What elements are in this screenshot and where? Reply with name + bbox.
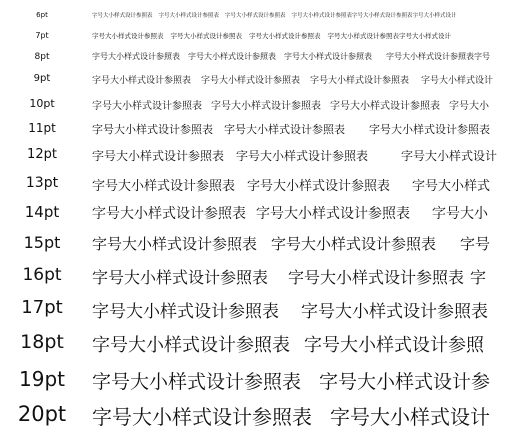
size-row-10pt bbox=[0, 94, 528, 114]
size-label: 19pt bbox=[19, 367, 65, 391]
sample-segment: 字号大小样式设计参照表 bbox=[92, 179, 236, 194]
sample-segment: 字号大小样式设计参照表 bbox=[92, 235, 258, 253]
sample-segment: 字号大小样式设计参照表 bbox=[92, 335, 290, 356]
sample-segment: 字号大小样式设计参照 bbox=[304, 335, 484, 356]
size-label: 9pt bbox=[33, 73, 51, 84]
size-label: 14pt bbox=[24, 203, 60, 221]
sample-segment: 字号大小样式设计 bbox=[401, 149, 498, 163]
size-label: 11pt bbox=[28, 121, 56, 135]
size-label: 12pt bbox=[27, 147, 57, 162]
sample-segment: 字号大小样式设计参照表 bbox=[92, 123, 213, 136]
size-label: 13pt bbox=[25, 175, 59, 191]
size-row-17pt bbox=[0, 294, 528, 326]
sample-text bbox=[92, 147, 528, 164]
sample-segment: 字号大小样式设计参照表 bbox=[92, 149, 225, 163]
sample-text bbox=[92, 73, 528, 86]
sample-segment: 字号大小样式设计参照表 bbox=[92, 76, 192, 86]
sample-segment: 字号 bbox=[460, 235, 491, 253]
size-row-18pt bbox=[0, 328, 528, 362]
sample-segment: 字号大小样式设计参照表 bbox=[92, 302, 279, 322]
sample-segment: 字号大小样式设计参照表 bbox=[224, 123, 345, 136]
size-row-15pt bbox=[0, 230, 528, 260]
sample-segment: 字号大小样式设计参照表 bbox=[225, 13, 286, 19]
sample-text bbox=[92, 203, 528, 223]
sample-segment: 字号大小样式设计参照表字号大小样式设计参照表字号大小样式设计 bbox=[291, 13, 457, 19]
sample-text bbox=[92, 265, 528, 288]
sample-segment: 字号大小样式设计参照表 bbox=[170, 32, 242, 40]
sample-text bbox=[92, 51, 528, 62]
sample-text bbox=[92, 121, 528, 137]
sample-segment: 字号大小样式设计参照表 bbox=[271, 235, 437, 253]
sample-segment: 字号大小样式设计参照表 bbox=[92, 32, 164, 40]
size-row-6pt bbox=[0, 8, 528, 22]
sample-text bbox=[92, 97, 528, 112]
sample-segment: 字号大小样式设计参照表 bbox=[92, 52, 180, 61]
sample-segment: 字号大小样式设计参照表 bbox=[369, 123, 490, 136]
sample-segment: 字号大小样式设计参照表 bbox=[92, 13, 153, 19]
sample-segment: 字号大小样式设计参照表 bbox=[158, 13, 220, 19]
sample-segment: 字号大小样式设计参照表 bbox=[92, 268, 269, 287]
size-label: 18pt bbox=[20, 331, 64, 353]
sample-segment: 字号大小样式设计参照表字号大小样式设计 bbox=[327, 32, 451, 40]
sample-segment: 字号大小样式设计参照表 bbox=[301, 302, 488, 322]
sample-segment: 字号大小样式设计参照表 bbox=[92, 371, 302, 393]
size-row-11pt bbox=[0, 118, 528, 140]
sample-segment: 字 bbox=[470, 268, 487, 287]
sample-segment: 字号大小样式 bbox=[412, 179, 491, 194]
sample-segment: 字号大小样式设计参照表 bbox=[256, 206, 410, 222]
size-row-19pt bbox=[0, 364, 528, 398]
sample-text bbox=[92, 233, 528, 254]
size-row-16pt bbox=[0, 262, 528, 292]
size-row-13pt bbox=[0, 172, 528, 198]
sample-segment: 字号大小样式设计参照表 bbox=[92, 405, 312, 429]
sample-segment: 字号大小 bbox=[449, 101, 489, 112]
sample-segment: 字号大小样式设计参照表 bbox=[288, 268, 465, 287]
sample-text bbox=[92, 297, 528, 322]
size-label: 15pt bbox=[23, 233, 61, 252]
sample-segment: 字号大小样式设计参照表 bbox=[284, 52, 372, 61]
size-label: 10pt bbox=[29, 97, 55, 110]
sample-segment: 字号大小样式设计参照表 bbox=[92, 206, 246, 222]
sample-segment: 字号大小样式设计参照表 bbox=[188, 52, 276, 61]
size-row-7pt bbox=[0, 28, 528, 44]
sample-segment: 字号大小样式设计参照表 bbox=[211, 101, 321, 112]
sample-text bbox=[92, 367, 528, 394]
size-label: 20pt bbox=[17, 402, 67, 426]
size-row-9pt bbox=[0, 70, 528, 90]
sample-segment: 字号大小样式设计参照表 bbox=[247, 179, 391, 194]
size-row-20pt bbox=[0, 398, 528, 436]
size-label: 6pt bbox=[36, 11, 48, 19]
sample-segment: 字号大小 bbox=[432, 206, 488, 222]
size-label: 8pt bbox=[34, 52, 50, 62]
sample-segment: 字号大小样式设计参照表 bbox=[330, 101, 440, 112]
sample-text bbox=[92, 175, 528, 194]
size-label: 16pt bbox=[22, 265, 62, 285]
size-label: 7pt bbox=[35, 31, 49, 40]
sample-segment: 字号大小样式设计 bbox=[330, 405, 490, 429]
sample-segment: 字号大小样式设计参照表 bbox=[310, 76, 410, 86]
sample-segment: 字号大小样式设计 bbox=[421, 76, 494, 86]
size-row-12pt bbox=[0, 144, 528, 168]
sample-text bbox=[92, 331, 528, 357]
sample-segment: 字号大小样式设计参照表 bbox=[249, 32, 321, 40]
size-label: 17pt bbox=[21, 297, 63, 318]
size-row-14pt bbox=[0, 200, 528, 228]
sample-segment: 字号大小样式设计参照表 bbox=[201, 76, 301, 86]
sample-segment: 字号大小样式设计参照表字号 bbox=[386, 52, 490, 61]
size-row-8pt bbox=[0, 48, 528, 66]
sample-segment: 字号大小样式设计参 bbox=[319, 371, 491, 393]
sample-text bbox=[92, 11, 528, 19]
sample-text bbox=[92, 31, 528, 40]
sample-segment: 字号大小样式设计参照表 bbox=[236, 149, 369, 163]
sample-text bbox=[92, 401, 528, 430]
sample-segment: 字号大小样式设计参照表 bbox=[92, 101, 202, 112]
